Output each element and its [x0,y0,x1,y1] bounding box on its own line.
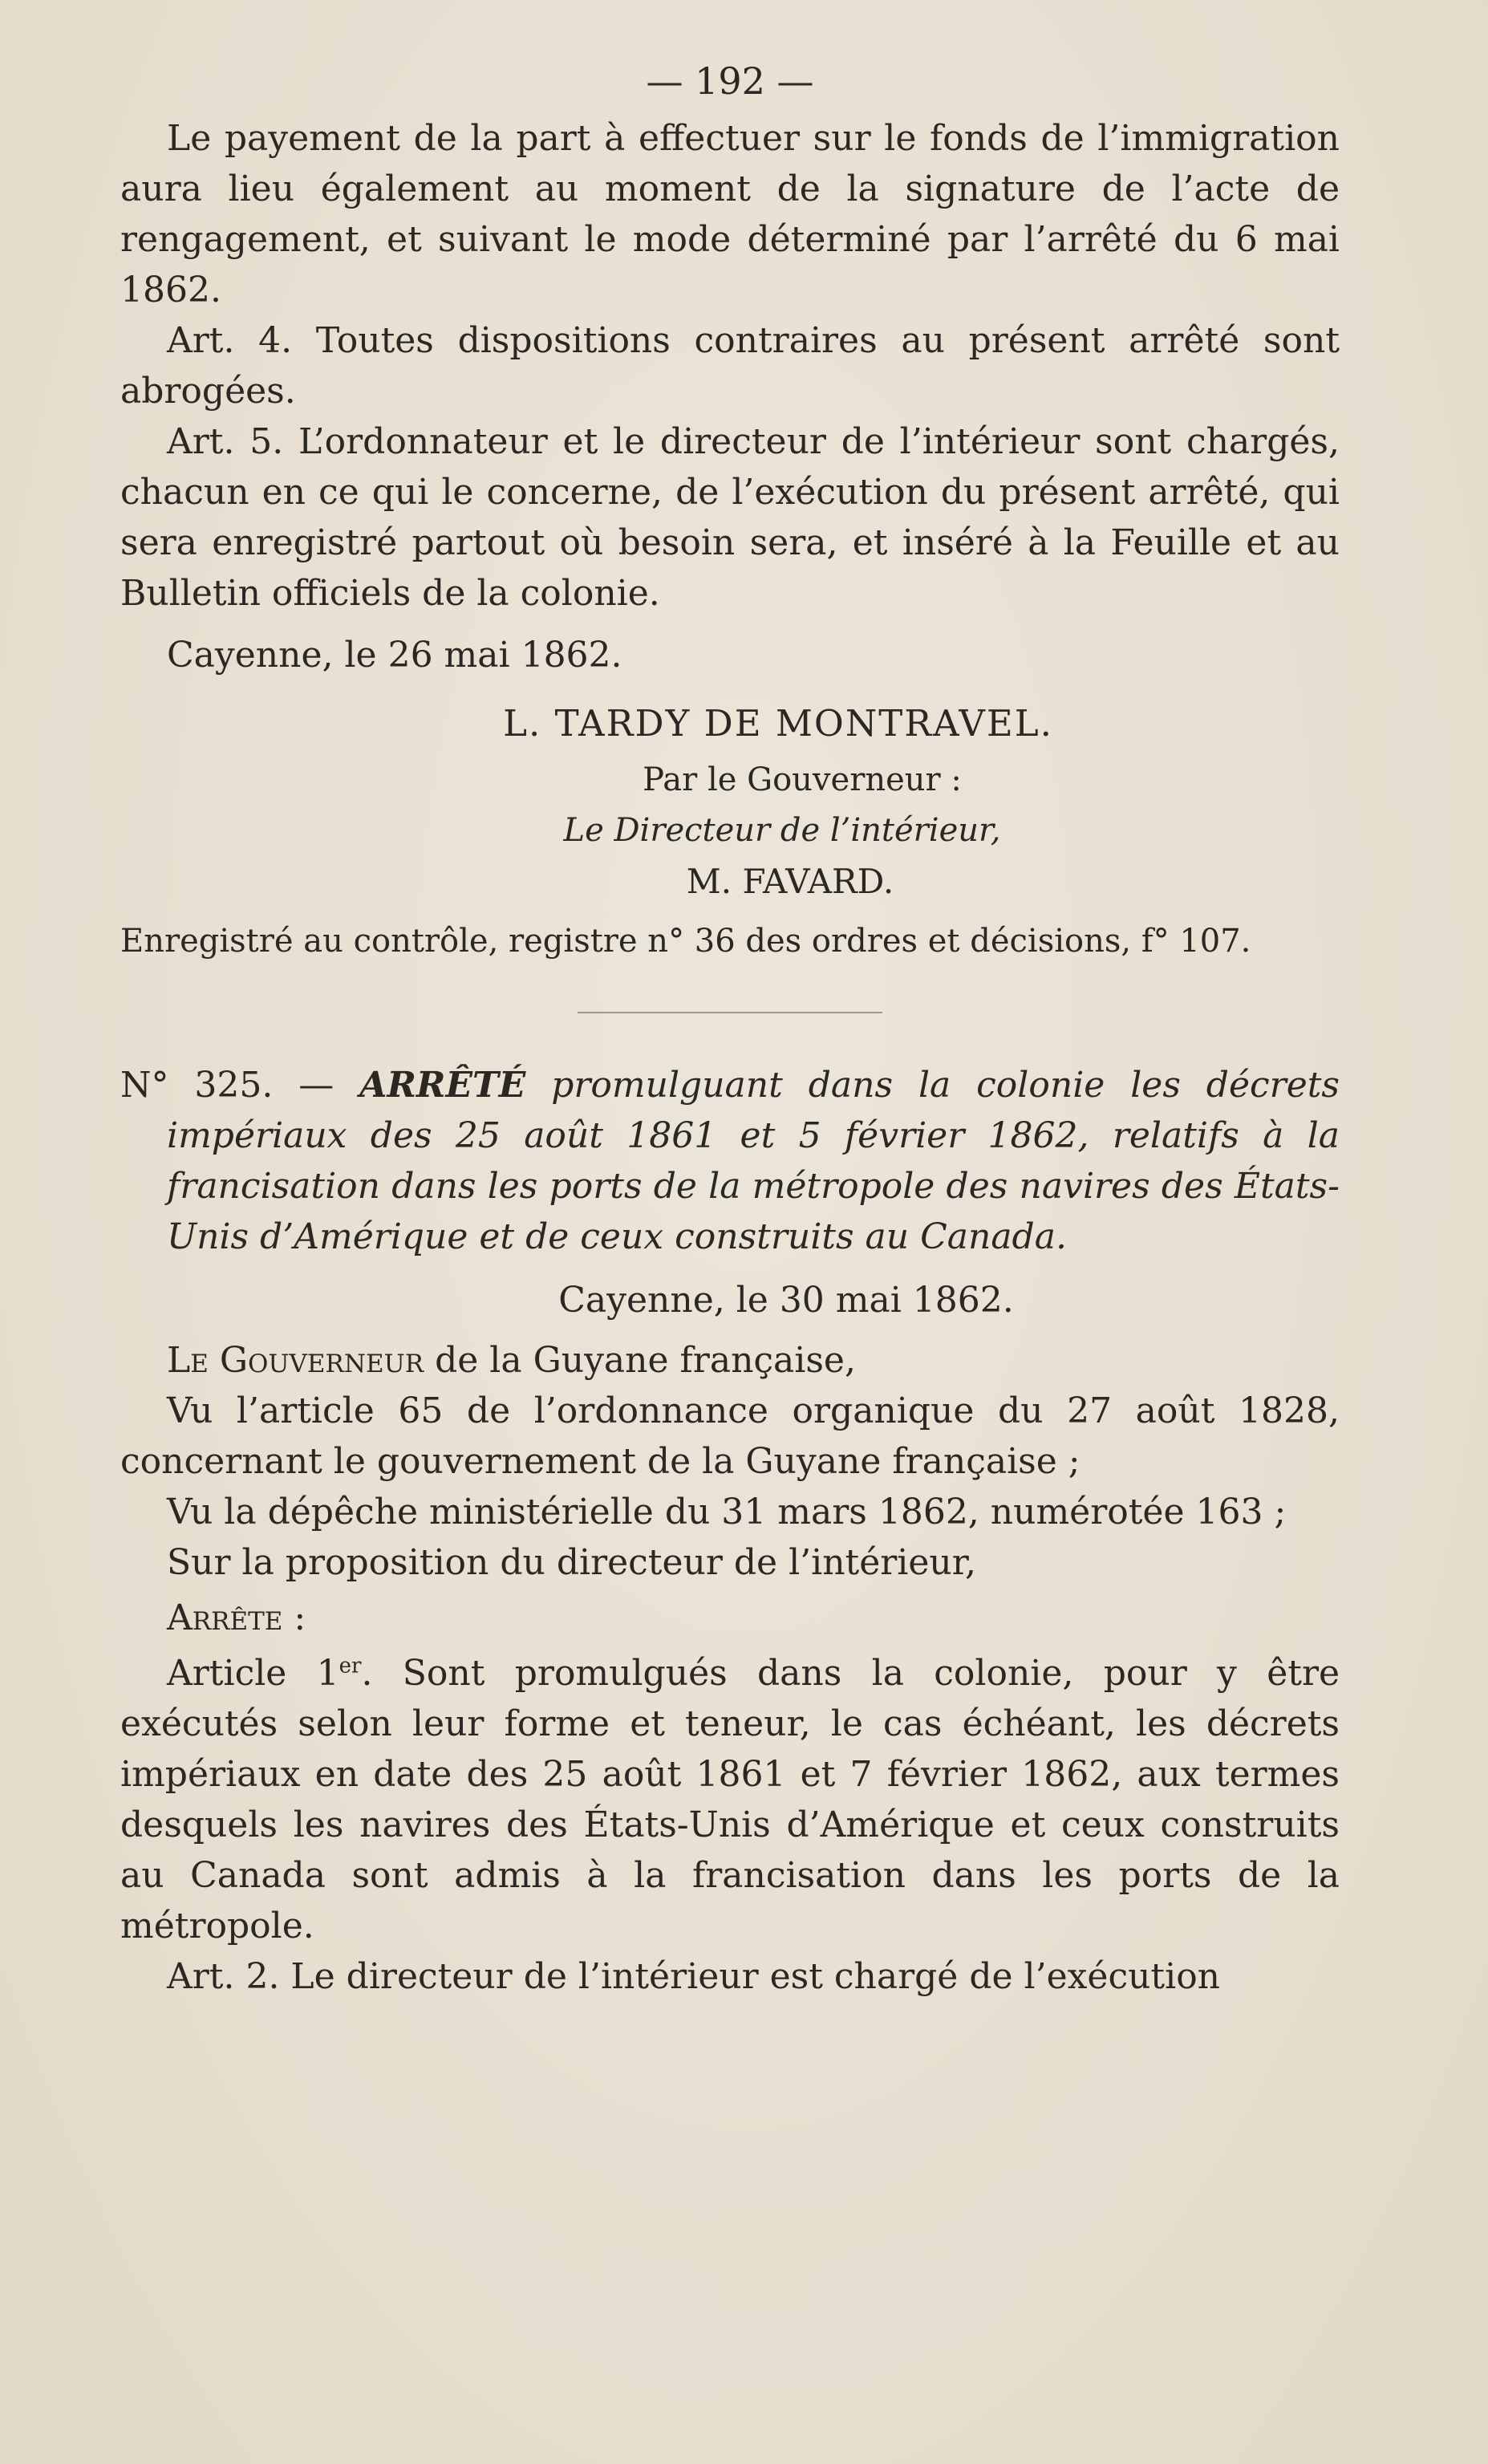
page-number: — 192 — [646,59,814,103]
article-1-sup: er [339,1654,362,1679]
decree-subject: promulguant dans la colonie les décrets impériaux des 25 août 1861 et 5 février 1862, relatifs à la francisation dans les ports de la métropole des navires des États-Unis d’Amérique et de ceux construits au Canada. [167,1065,1340,1257]
section-divider [578,1012,882,1013]
paragraph-payment: Le payement de la part à effectuer sur le fonds de l’immigration aura lieu également au moment de la signature de l’acte de rengagement, et suivant le mode déterminé par l’arrêté du 6 mai 1862. [120,118,1340,311]
article-1-text: . Sont promulgués dans la colonie, pour y être exécutés selon leur forme et teneur, le cas échéant, les décrets impériaux en date des 25 août 1861 et 7 février 1862, aux termes desquels les navires des États-Unis d’Amérique et ceux construits au Canada sont admis à la francisation dans les ports de la métropole. [120,1653,1340,1946]
decree-number: N° 325. — [120,1065,334,1106]
signature-official: M. FAVARD. [686,862,894,901]
article-2: Art. 2. Le directeur de l’intérieur est chargé de l’exécution [167,1956,1221,1997]
place-date: Cayenne, le 26 mai 1862. [167,635,622,676]
arrete-label: Arrête : [167,1597,306,1638]
decree-dateline: Cayenne, le 30 mai 1862. [558,1280,1014,1321]
signature-by: Par le Gouverneur : [643,761,962,798]
registration-note: Enregistré au contrôle, registre n° 36 des ordres et décisions, f° 107. [120,923,1251,960]
consideration-2: Vu la dépêche ministérielle du 31 mars 1862, numérotée 163 ; [167,1492,1287,1532]
consideration-3: Sur la proposition du directeur de l’intérieur, [167,1542,976,1583]
consideration-1: Vu l’article 65 de l’ordonnance organique du 27 août 1828, concernant le gouvernement de la Guyane française ; [120,1390,1340,1482]
article-1-prefix: Article 1 [167,1653,339,1694]
governor-title: Le Gouverneur [167,1340,424,1381]
paragraph-art5: Art. 5. L’ordonnateur et le directeur de l’intérieur sont chargés, chacun en ce qui le concerne, de l’exécution du présent arrêté, qui sera enregistré partout où besoin sera, et inséré à la Feuille et au Bulletin officiels de la colonie. [120,421,1340,614]
governor-rest: de la Guyane française, [424,1340,856,1381]
governor-line [120,1335,1340,1386]
decree-keyword: ARRÊTÉ [359,1065,526,1106]
signature-role: Le Directeur de l’intérieur, [563,812,1001,849]
paragraph-art4: Art. 4. Toutes dispositions contraires au présent arrêté sont abrogées. [120,320,1340,412]
signature-name: L. TARDY DE MONTRAVEL. [503,702,1053,745]
text-column [120,56,1340,2002]
decree-title [120,1060,1340,1262]
article-1 [120,1648,1340,1951]
